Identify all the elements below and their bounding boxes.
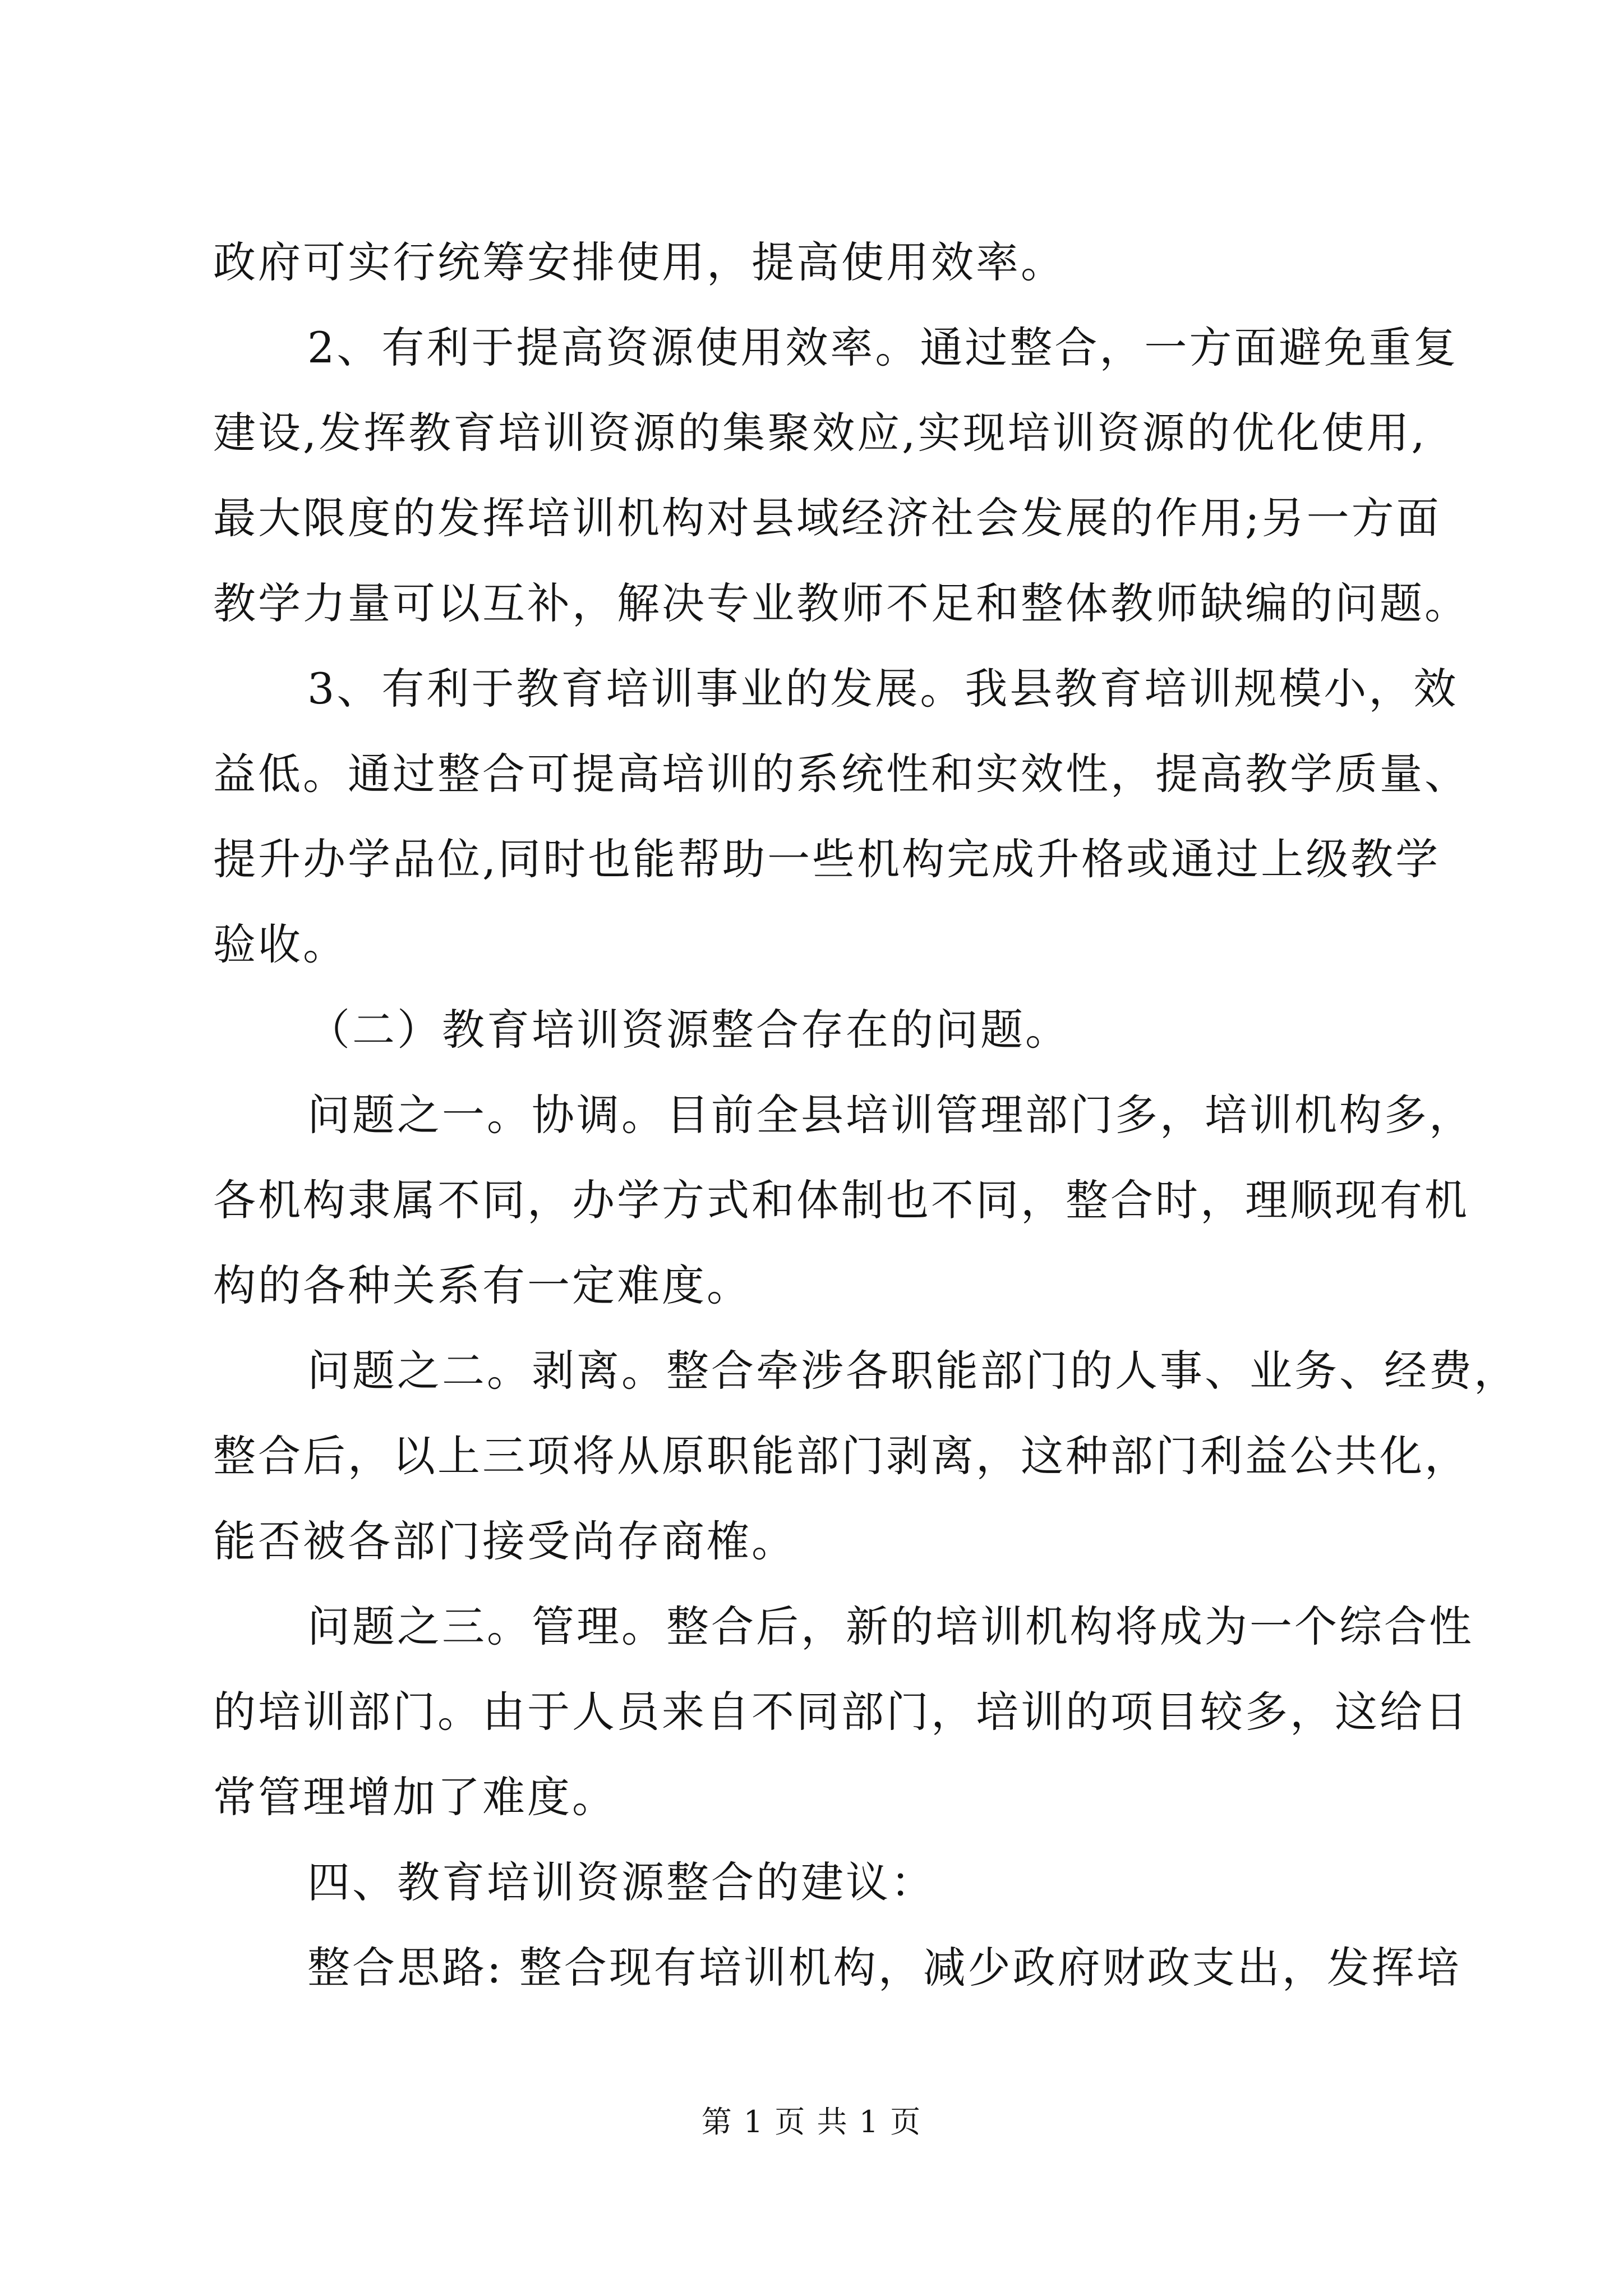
section-heading: 四、教育培训资源整合的建议： — [307, 1857, 935, 1907]
paragraph-line: 构的各种关系有一定难度。 — [213, 1260, 751, 1310]
paragraph-line: 3、有利于教育培训事业的发展。我县教育培训规模小，效 — [307, 664, 1459, 714]
paragraph-line: 益低。通过整合可提高培训的系统性和实效性，提高教学质量、 — [213, 749, 1469, 799]
paragraph-line: 问题之一。协调。目前全县培训管理部门多，培训机构多， — [307, 1090, 1474, 1140]
paragraph-line: 整合思路: 整合现有培训机构，减少政府财政支出，发挥培 — [307, 1943, 1461, 1993]
paragraph-line: 问题之二。剥离。整合牵涉各职能部门的人事、业务、经费， — [307, 1346, 1519, 1396]
section-heading: （二）教育培训资源整合存在的问题。 — [307, 1005, 1070, 1055]
page-footer: 第 1 页 共 1 页 — [701, 2104, 922, 2139]
paragraph-line: 整合后，以上三项将从原职能部门剥离，这种部门利益公共化， — [213, 1431, 1469, 1481]
paragraph-line: 教学力量可以互补，解决专业教师不足和整体教师缺编的问题。 — [213, 578, 1469, 628]
paragraph-line: 能否被各部门接受尚存商榷。 — [213, 1516, 796, 1566]
paragraph-line: 验收。 — [213, 919, 348, 969]
paragraph-line: 提升办学品位,同时也能帮助一些机构完成升格或通过上级教学 — [213, 834, 1441, 884]
paragraph-line: 2、有利于提高资源使用效率。通过整合，一方面避免重复 — [307, 323, 1459, 372]
paragraph-line: 建设,发挥教育培训资源的集聚效应,实现培训资源的优化使用, — [213, 408, 1427, 458]
paragraph-line: 各机构隶属不同，办学方式和体制也不同，整合时，理顺现有机 — [213, 1175, 1469, 1225]
paragraph-line: 最大限度的发挥培训机构对县域经济社会发展的作用;另一方面 — [213, 493, 1441, 543]
paragraph-line: 的培训部门。由于人员来自不同部门，培训的项目较多，这给日 — [213, 1687, 1469, 1737]
paragraph-line: 常管理增加了难度。 — [213, 1772, 617, 1822]
paragraph-line: 问题之三。管理。整合后，新的培训机构将成为一个综合性 — [307, 1602, 1474, 1651]
paragraph-line: 政府可实行统筹安排使用，提高使用效率。 — [213, 237, 1066, 287]
